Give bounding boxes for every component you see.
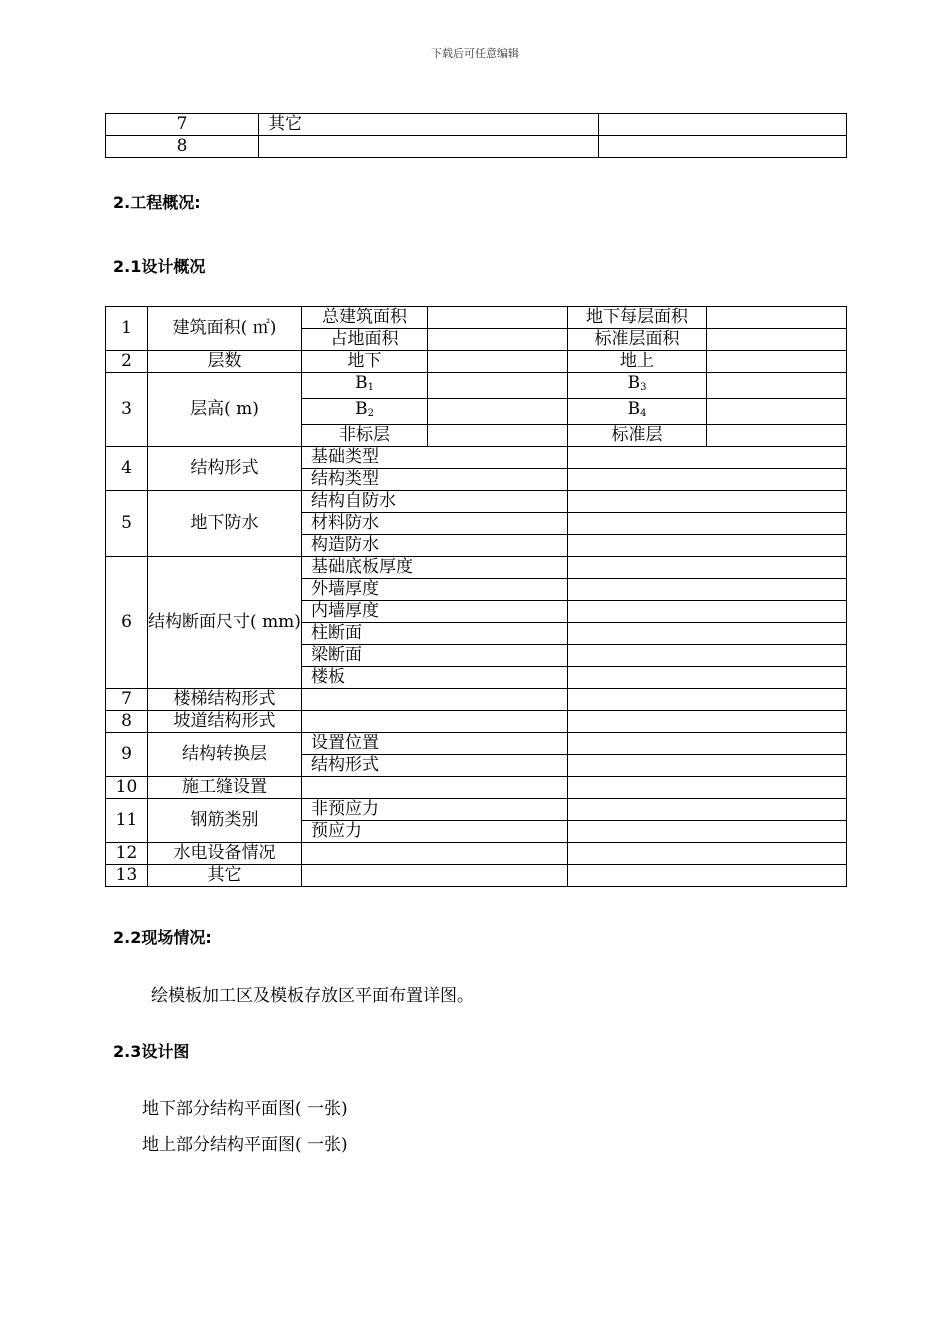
table-row [106,114,847,136]
sub-label [302,373,428,399]
value-cell [302,711,568,733]
value-cell [302,777,568,799]
heading-design-drawings: 2.3设计图 [113,1042,190,1061]
row-label: 建筑面积( ㎡) [148,307,302,351]
sub-label: 基础底板厚度 [302,557,568,579]
row-number: 4 [106,447,148,491]
sub-label: 非预应力 [302,799,568,821]
floor-code: B [627,373,641,393]
value-cell [428,399,568,425]
sub-label: 地上 [568,351,707,373]
row-number: 3 [106,373,148,447]
sub-label: 预应力 [302,821,568,843]
floor-index: 4 [640,408,647,419]
sub-label: 结构类型 [302,469,568,491]
value-cell [568,865,847,887]
value-cell [707,351,847,373]
floor-index: 2 [367,408,374,419]
value-cell [568,579,847,601]
value-cell [568,447,847,469]
sub-label: 结构形式 [302,755,568,777]
table-row [106,733,847,755]
table-row [106,711,847,733]
row-item [259,136,599,158]
row-label: 结构转换层 [148,733,302,777]
row-number: 6 [106,557,148,689]
floor-code: B [355,399,368,419]
table-row [106,351,847,373]
value-cell [302,843,568,865]
table-row [106,865,847,887]
row-number: 8 [106,711,148,733]
row-label: 结构形式 [148,447,302,491]
drawing-item: 地下部分结构平面图( 一张) [142,1099,348,1119]
table-row [106,843,847,865]
value-cell [707,329,847,351]
sub-label: 基础类型 [302,447,568,469]
value-cell [568,535,847,557]
table-row [106,136,847,158]
value-cell [568,711,847,733]
row-number: 12 [106,843,148,865]
table-row [106,689,847,711]
row-number: 2 [106,351,148,373]
sub-label [568,399,707,425]
floor-code: B [355,373,368,393]
floor-index: 1 [367,382,374,393]
sub-label [302,399,428,425]
table-row [106,307,847,329]
value-cell [568,689,847,711]
row-label: 钢筋类别 [148,799,302,843]
value-cell [428,307,568,329]
value-cell [428,425,568,447]
table-row [106,491,847,513]
row-label: 地下防水 [148,491,302,557]
value-cell [568,601,847,623]
heading-site-conditions: 2.2现场情况: [113,928,212,947]
previous-table [105,113,847,158]
heading-design-overview: 2.1设计概况 [113,257,206,276]
row-number: 7 [106,114,259,136]
sub-label: 非标层 [302,425,428,447]
value-cell [707,425,847,447]
value-cell [568,469,847,491]
sub-label: 地下 [302,351,428,373]
row-number: 7 [106,689,148,711]
value-cell [568,843,847,865]
value-cell [568,755,847,777]
row-item: 其它 [259,114,599,136]
sub-label: 总建筑面积 [302,307,428,329]
sub-label: 构造防水 [302,535,568,557]
sub-label: 设置位置 [302,733,568,755]
value-cell [568,623,847,645]
value-cell [302,865,568,887]
table-row [106,557,847,579]
value-cell [568,777,847,799]
sub-label [568,373,707,399]
row-number: 1 [106,307,148,351]
row-value [599,136,847,158]
row-number: 11 [106,799,148,843]
sub-label: 柱断面 [302,623,568,645]
table-row [106,447,847,469]
value-cell [568,557,847,579]
sub-label: 地下每层面积 [568,307,707,329]
site-conditions-text: 绘模板加工区及模板存放区平面布置详图。 [151,986,474,1006]
floor-code: B [627,399,641,419]
value-cell [428,373,568,399]
value-cell [568,645,847,667]
sub-label: 标准层 [568,425,707,447]
row-label: 坡道结构形式 [148,711,302,733]
value-cell [568,799,847,821]
value-cell [707,307,847,329]
value-cell [568,667,847,689]
row-label: 水电设备情况 [148,843,302,865]
sub-label: 内墙厚度 [302,601,568,623]
value-cell [428,329,568,351]
sub-label: 结构自防水 [302,491,568,513]
value-cell [568,491,847,513]
heading-project-overview: 2.工程概况: [113,193,201,212]
row-number: 8 [106,136,259,158]
row-number: 10 [106,777,148,799]
sub-label: 标准层面积 [568,329,707,351]
sub-label: 梁断面 [302,645,568,667]
row-label: 层数 [148,351,302,373]
floor-index: 3 [640,382,647,393]
row-value [599,114,847,136]
value-cell [568,733,847,755]
value-cell [428,351,568,373]
row-label: 施工缝设置 [148,777,302,799]
row-label: 层高( m) [148,373,302,447]
row-label: 结构断面尺寸( mm) [148,557,302,689]
value-cell [302,689,568,711]
table-row [106,799,847,821]
design-overview-table [105,306,847,887]
sub-label: 外墙厚度 [302,579,568,601]
table-row [106,777,847,799]
row-number: 13 [106,865,148,887]
sub-label: 材料防水 [302,513,568,535]
page-header: 下载后可任意编辑 [431,47,519,60]
value-cell [707,399,847,425]
row-number: 9 [106,733,148,777]
table-row [106,373,847,399]
sub-label: 占地面积 [302,329,428,351]
value-cell [568,821,847,843]
row-number: 5 [106,491,148,557]
sub-label: 楼板 [302,667,568,689]
drawing-item: 地上部分结构平面图( 一张) [142,1135,348,1155]
value-cell [568,513,847,535]
row-label: 其它 [148,865,302,887]
row-label: 楼梯结构形式 [148,689,302,711]
value-cell [707,373,847,399]
